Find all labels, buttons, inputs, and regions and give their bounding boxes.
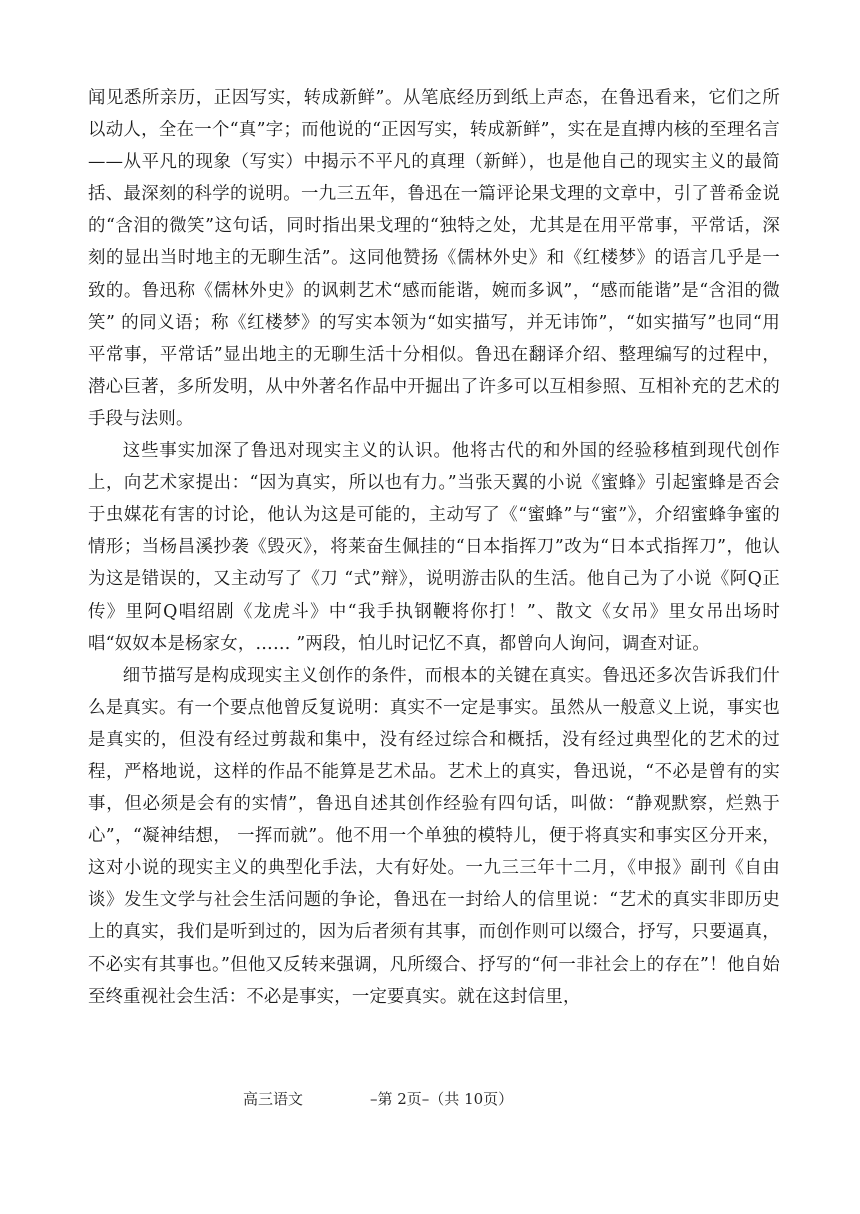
article-body (88, 82, 780, 1013)
paragraph-1: 闻见悉所亲历，正因写实，转成新鲜”。从笔底经历到纸上声态，在鲁迅看来，它们之所以动人，全在一个“真”字；而他说的“正因写实，转成新鲜”，实在是直搏内核的至理名言——从平凡的现象（写实）中揭示不平凡的真理（新鲜），也是他自己的现实主义的最简括、最深刻的科学的说明。一九三五年，鲁迅在一篇评论果戈理的文章中，引了普希金说的“含泪的微笑”这句话，同时指出果戈理的“独特之处，尤其是在用平常事，平常话，深刻的显出当时地主的无聊生活”。这同他赞扬《儒林外史》和《红楼梦》的语言几乎是一致的。鲁迅称《儒林外史》的讽刺艺术“感而能谐，婉而多讽”，“感而能谐”是“含泪的微笑” 的同义语；称《红楼梦》的写实本领为“如实描写，并无讳饰”，“如实描写”也同“用平常事，平常话”显出地主的无聊生活十分相似。鲁迅在翻译介绍、整理编写的过程中，潜心巨著，多所发明，从中外著名作品中开掘出了许多可以互相参照、互相补充的艺术的手段与法则。 (88, 88, 780, 429)
footer-page-number: –第 2页–（共 10页） (370, 1090, 514, 1108)
paragraph-2: 这些事实加深了鲁迅对现实主义的认识。他将古代的和外国的经验移植到现代创作上，向艺术家提出：“因为真实，所以也有力。”当张天翼的小说《蜜蜂》引起蜜蜂是否会于虫媒花有害的讨论，他认为这是可能的，主动写了《“蜜蜂”与“蜜”》，介绍蜜蜂争蜜的情形；当杨昌溪抄袭《毁灭》，将莱奋生佩挂的“日本指挥刀”改为“日本式指挥刀”，他认为这是错误的，又主动写了《刀 “式”辩》，说明游击队的生活。他自己为了小说《阿Q正传》里阿Q唱绍剧《龙虎斗》中“我手执钢鞭将你打！”、散文《女吊》里女吊出场时唱“奴奴本是杨家女，…… ”两段，怕儿时记忆不真，都曾向人询问，调查对证。 (88, 441, 780, 654)
footer-subject: 高三语文 (243, 1090, 304, 1108)
paragraph-3: 细节描写是构成现实主义创作的条件，而根本的关键在真实。鲁迅还多次告诉我们什么是真实。有一个要点他曾反复说明：真实不一定是事实。虽然从一般意义上说，事实也是真实的，但没有经过剪裁和集中，没有经过综合和概括，没有经过典型化的艺术的过程，严格地说，这样的作品不能算是艺术品。艺术上的真实，鲁迅说，“不必是曾有的实事，但必须是会有的实情”，鲁迅自述其创作经验有四句话，叫做：“静观默察，烂熟于心”，“凝神结想， 一挥而就”。他不用一个单独的模特儿，便于将真实和事实区分开来，这对小说的现实主义的典型化手法，大有好处。一九三三年十二月，《申报》副刊《自由谈》发生文学与社会生活问题的争论，鲁迅在一封给人的信里说：“艺术的真实非即历史上的真实，我们是听到过的，因为后者须有其事，而创作则可以缀合，抒写，只要逼真，不必实有其事也。”但他又反转来强调，凡所缀合、抒写的“何一非社会上的存在”！他自始至终重视社会生活：不必是事实，一定要真实。就在这封信里， (88, 665, 780, 1007)
